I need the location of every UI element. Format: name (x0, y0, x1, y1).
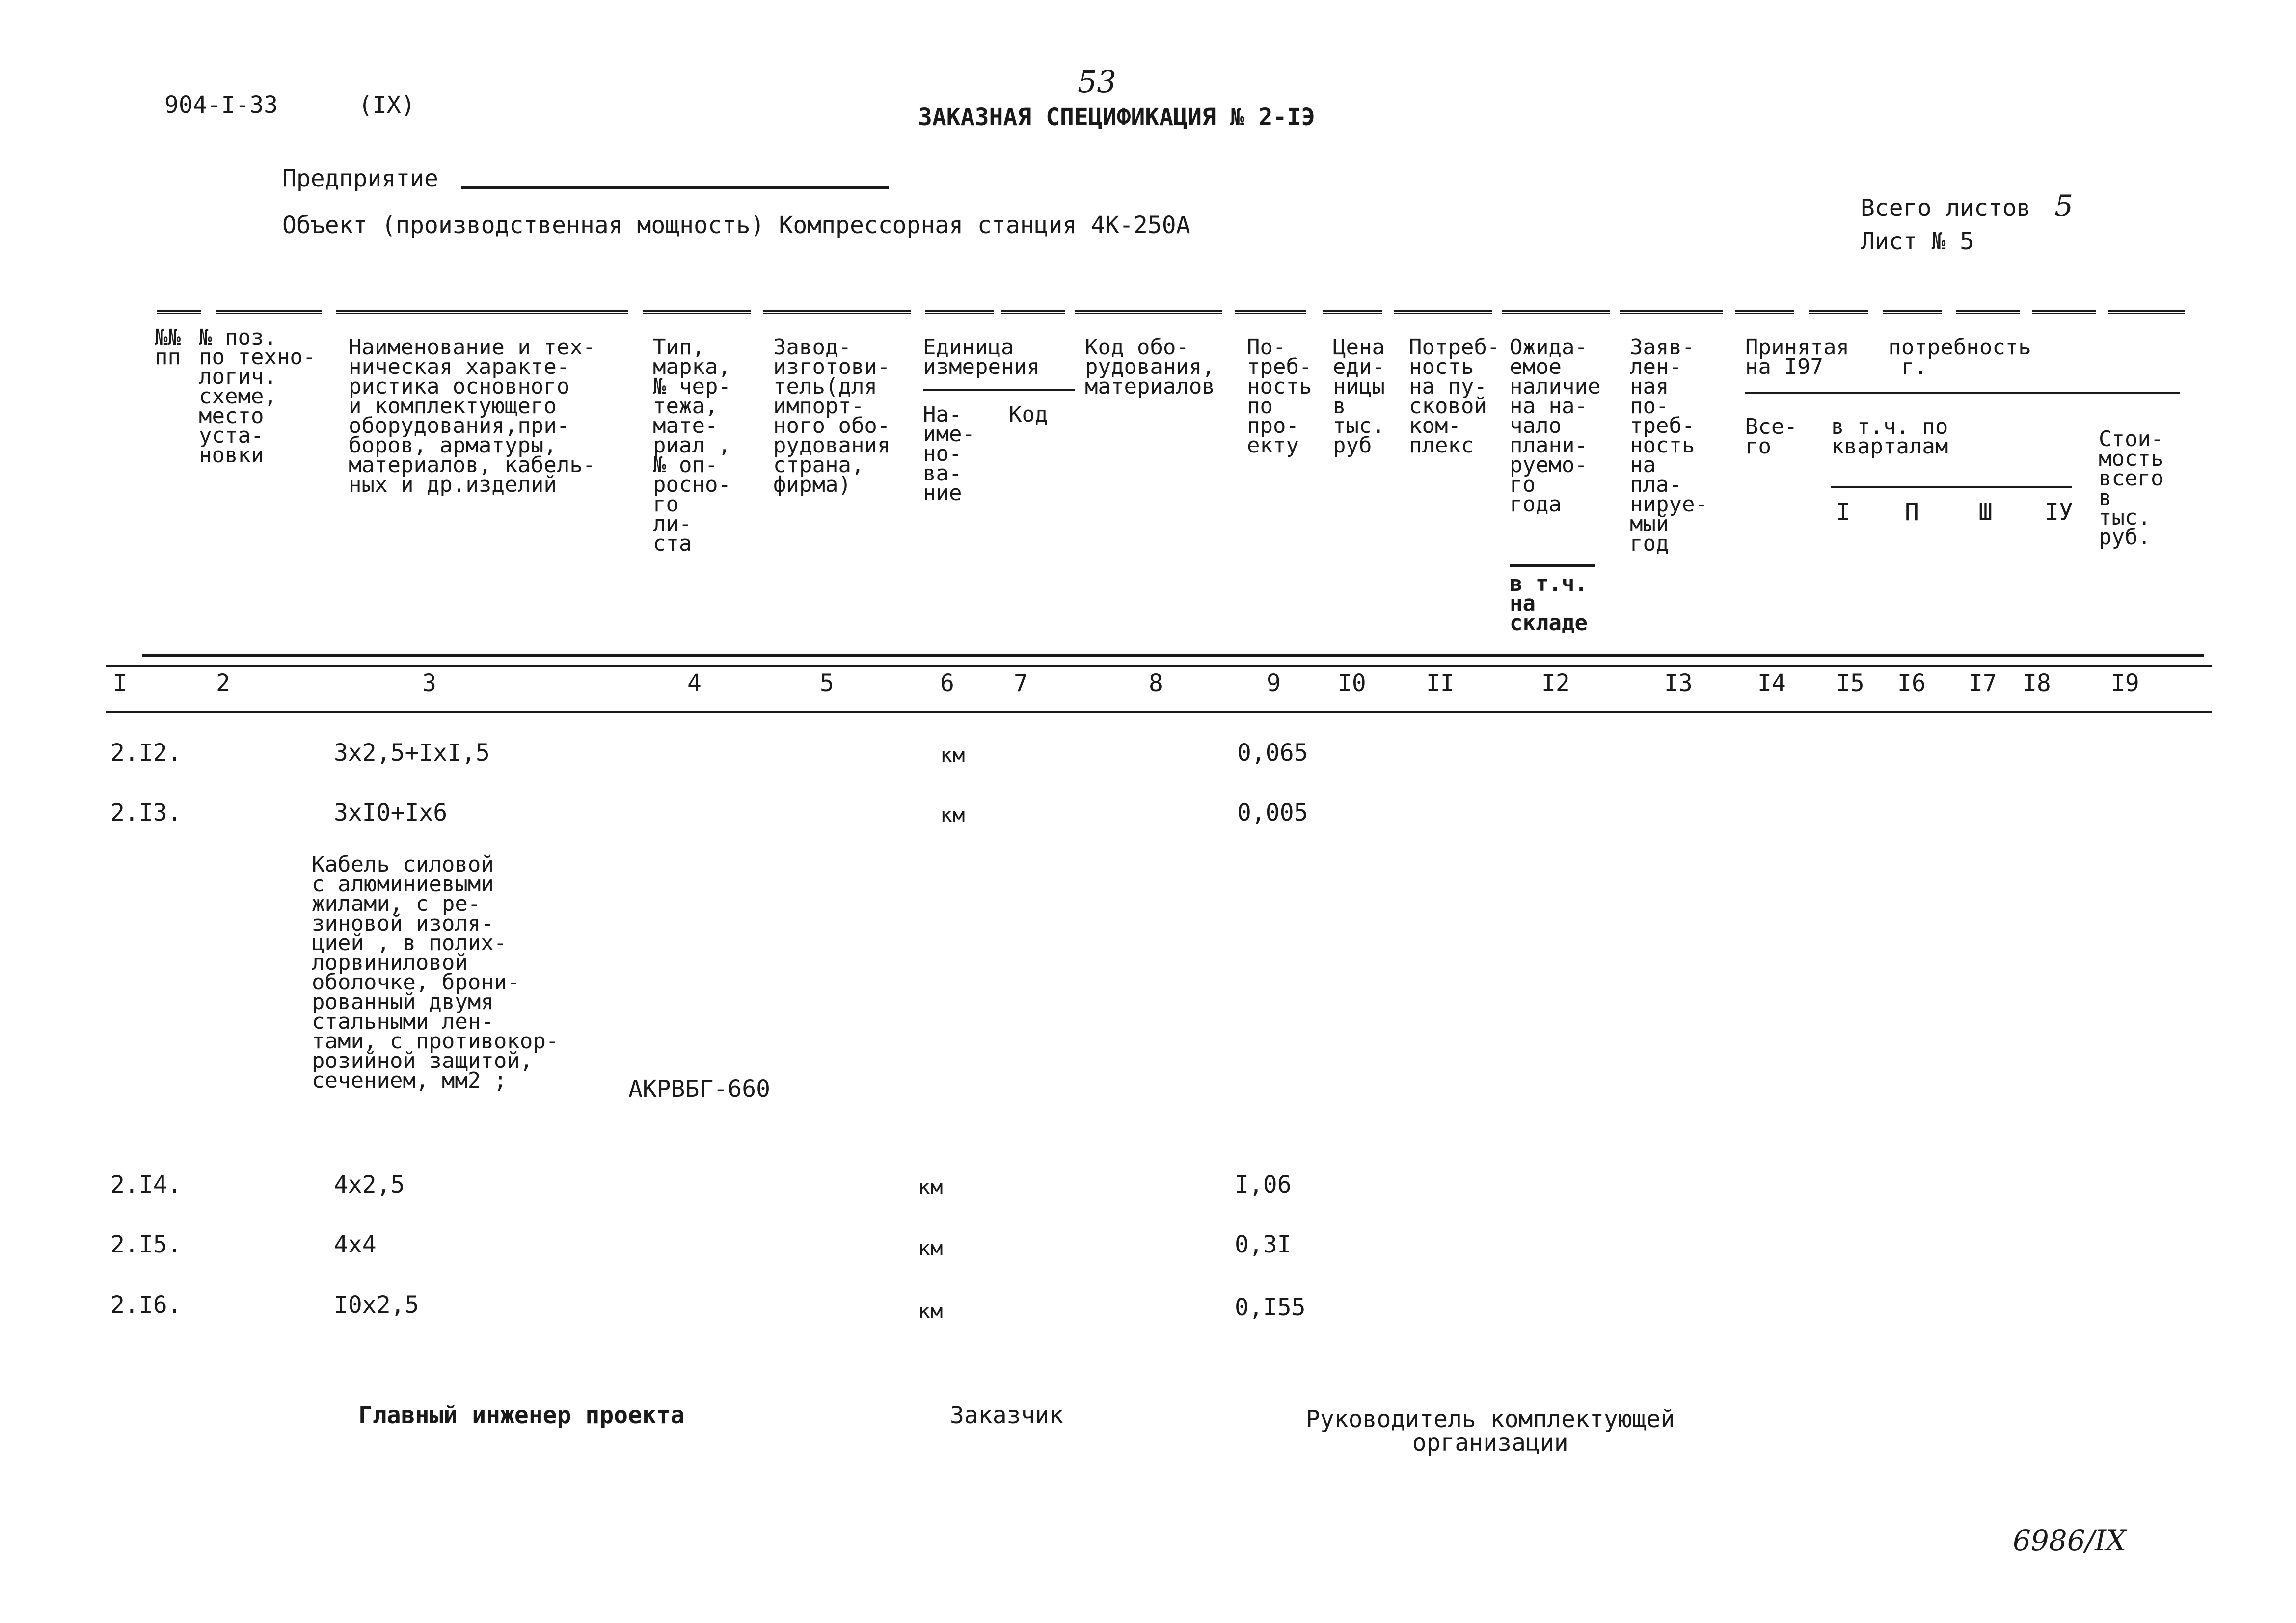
header-col7: Код (1009, 402, 1048, 427)
header-col6: На- име- но- ва- ние (923, 402, 975, 506)
total-sheets-value: 5 (2054, 189, 2074, 223)
header-col17: Ш (1978, 499, 1993, 526)
signature-chief-engineer: Главный инженер проекта (358, 1402, 685, 1429)
colnum-11: II (1426, 669, 1455, 697)
header-col1: №№ пп (155, 325, 181, 370)
header-col12-stock: в т.ч. на складе (1510, 571, 1588, 636)
colnum-12: I2 (1541, 669, 1570, 697)
table-row-3-qty: I,06 (1235, 1171, 1292, 1198)
colnum-14: I4 (1757, 669, 1786, 697)
total-sheets-label: Всего листов (1861, 194, 2031, 222)
colnum-5: 5 (820, 669, 834, 697)
header-col4: Тип, марка, № чер- тежа, мате- риал , № оп- росно- го ли- ста (653, 335, 731, 556)
cable-type: АКРВБГ-660 (628, 1075, 770, 1103)
album-number: (IX) (358, 91, 415, 119)
table-row-5-num: 2.I6. (110, 1291, 182, 1319)
header-col15: I (1836, 499, 1850, 526)
header-col2: № поз. по техно- логич. схеме, место уста- новки (199, 325, 316, 468)
colnum-10: I0 (1338, 669, 1366, 697)
header-col9: По- треб- ность по про- екту (1247, 335, 1312, 458)
enterprise-field-line (461, 186, 889, 189)
object-text: Объект (производственная мощность) Компрессорная станция 4К-250А (282, 212, 1190, 239)
header-accepted: Принятая потребность на I97 г. (1745, 335, 2031, 379)
header-col5: Завод- изготови- тель(для импорт- ного обо- рудования страна, фирма) (773, 335, 891, 497)
colnum-13: I3 (1664, 669, 1693, 697)
table-row-2-name: 3хI0+Iх6 (334, 799, 448, 826)
table-row-5-unit: км (918, 1299, 943, 1323)
table-row-5-name: I0х2,5 (334, 1291, 419, 1319)
colnum-9: 9 (1267, 669, 1281, 697)
cable-description: Кабель силовой с алюминиевыми жилами, с ре- зиновой изоля- цией , в полих- лорвиниловой оболочке, брони- рованный двумя стальными лен- тами, с противокор- розийной защитой, сечением, мм2 ; (312, 852, 559, 1093)
table-row-4-name: 4х4 (334, 1231, 377, 1258)
header-col8: Код обо- рудования, материалов (1085, 335, 1215, 399)
colnum-8: 8 (1149, 669, 1163, 697)
archive-stamp: 6986/IX (2013, 1524, 2127, 1557)
colnum-2: 2 (216, 669, 230, 697)
table-row-3-num: 2.I4. (110, 1171, 182, 1198)
table-row-1-name: 3х2,5+IхI,5 (334, 739, 490, 767)
header-quarters: в т.ч. по кварталам (1831, 414, 1948, 459)
colnum-17: I7 (1969, 669, 1997, 697)
colnum-15: I5 (1836, 669, 1864, 697)
table-row-2-unit: км (940, 803, 965, 827)
header-col18: IУ (2045, 499, 2073, 526)
table-row-1-num: 2.I2. (110, 739, 182, 767)
colnum-16: I6 (1897, 669, 1926, 697)
table-row-1-unit: км (940, 743, 965, 767)
header-unit-group: Единица измерения (923, 335, 1040, 379)
header-col10: Цена еди- ницы в тыс. руб (1333, 335, 1385, 458)
signature-customer: Заказчик (950, 1402, 1064, 1429)
table-row-4-num: 2.I5. (110, 1231, 182, 1258)
table-row-2-num: 2.I3. (110, 799, 182, 826)
colnum-1: I (113, 669, 127, 697)
document-title: ЗАКАЗНАЯ СПЕЦИФИКАЦИЯ № 2-IЭ (918, 104, 1316, 131)
header-col12: Ожида- емое наличие на на- чало плани- руемо- го года (1510, 335, 1601, 517)
header-col19: Стои- мость всего в тыс. руб. (2099, 426, 2164, 550)
table-row-3-unit: км (918, 1175, 943, 1199)
page-number: 53 (1078, 64, 1116, 100)
colnum-18: I8 (2023, 669, 2051, 697)
table-row-3-name: 4х2,5 (334, 1171, 405, 1198)
enterprise-label: Предприятие (282, 165, 438, 192)
colnum-4: 4 (687, 669, 702, 697)
table-row-5-qty: 0,I55 (1235, 1294, 1306, 1321)
header-col16: П (1905, 499, 1919, 526)
colnum-7: 7 (1014, 669, 1028, 697)
sheet-number: Лист № 5 (1861, 228, 1974, 255)
table-row-4-unit: км (918, 1236, 943, 1260)
project-code: 904-I-33 (164, 91, 278, 119)
colnum-3: 3 (422, 669, 436, 697)
signature-head-org: Руководитель комплектующей организации (1306, 1406, 1675, 1457)
table-row-2-qty: 0,005 (1237, 799, 1308, 826)
header-col3: Наименование и тех- ническая характе- ристика основного и комплектующего оборудования,при- боров, арматуры, материалов, кабель- ных и др.изделий (349, 335, 596, 497)
table-row-1-qty: 0,065 (1237, 739, 1308, 767)
table-row-4-qty: 0,3I (1235, 1231, 1292, 1258)
header-col13: Заяв- лен- ная по- треб- ность на пла- нируе- мый год (1630, 335, 1708, 556)
colnum-6: 6 (940, 669, 954, 697)
colnum-19: I9 (2111, 669, 2139, 697)
header-col11: Потреб- ность на пу- сковой ком- плекс (1409, 335, 1500, 458)
header-col14: Все- го (1745, 414, 1797, 459)
